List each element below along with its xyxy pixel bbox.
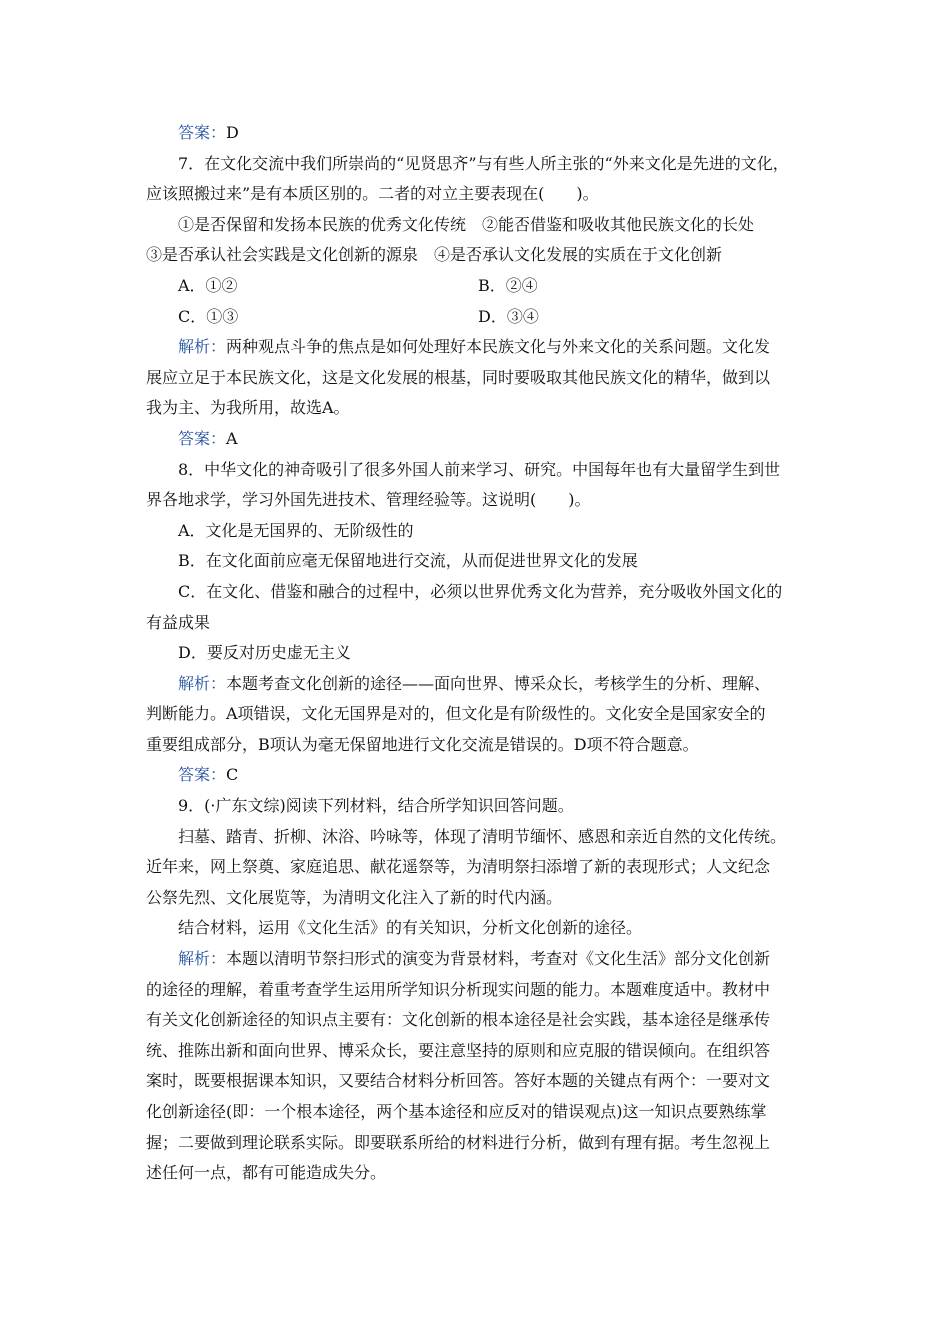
q7-option-d: D．③④ [478, 306, 539, 326]
answer-label: 答案： [178, 428, 227, 448]
q7-analysis-line [146, 332, 814, 363]
q7-options-row [146, 271, 814, 302]
q9-analysis-line: 有关文化创新途径的知识点主要有：文化创新的根本途径是社会实践，基本途径是继承传 [146, 1010, 771, 1030]
document-body [146, 118, 814, 1189]
q7-analysis-line: 我为主、为我所用，故选A。 [146, 398, 350, 418]
q8-analysis-line: 判断能力。A项错误，文化无国界是对的，但文化是有阶级性的。文化安全是国家安全的 [146, 704, 766, 724]
q7-answer [146, 424, 814, 455]
q9-material-line: 公祭先烈、文化展览等，为清明文化注入了新的时代内涵。 [146, 887, 563, 907]
answer-label: 答案： [178, 123, 227, 142]
q7-stem-line: 应该照搬过来”是有本质区别的。二者的对立主要表现在( )。 [146, 184, 599, 204]
answer-value: C [226, 765, 239, 785]
q8-option-c: C．在文化、借鉴和融合的过程中，必须以世界优秀文化为营养，充分吸收外国文化的 [178, 581, 783, 601]
q7-statement-line: ③是否承认社会实践是文化创新的源泉 ④是否承认文化发展的实质在于文化创新 [146, 245, 723, 265]
q8-option-a: A．文化是无国界的、无阶级性的 [178, 520, 414, 540]
q9-analysis-line: 握；二要做到理论联系实际。即要联系所给的材料进行分析，做到有理有据。考生忽视上 [146, 1132, 771, 1152]
answer-value: D [226, 123, 239, 142]
answer-label: 答案： [178, 765, 227, 785]
q7-option-b: B．②④ [478, 275, 538, 295]
q8-answer [146, 760, 814, 791]
q7-stem-line: 7．在文化交流中我们所崇尚的“见贤思齐”与有些人所主张的“外来文化是先进的文化， [178, 153, 789, 173]
q8-option-d: D．要反对历史虚无主义 [178, 643, 351, 663]
q7-analysis-line: 展应立足于本民族文化，这是文化发展的根基，同时要吸取其他民族文化的精华，做到以 [146, 367, 771, 387]
q9-analysis-line: 案时，既要根据课本知识，又要结合材料分析回答。答好本题的关键点有两个：一要对文 [146, 1071, 771, 1091]
q8-analysis-line: 重要组成部分，B项认为毫无保留地进行文化交流是错误的。D项不符合题意。 [146, 734, 699, 754]
answer-value: A [226, 428, 238, 448]
analysis-label: 解析： [178, 949, 227, 969]
analysis-text: 两种观点斗争的焦点是如何处理好本民族文化与外来文化的关系问题。文化发 [226, 337, 771, 357]
q8-analysis-line [146, 669, 814, 700]
q8-option-c-cont: 有益成果 [146, 612, 211, 632]
q9-material-line: 扫墓、踏青、折柳、沐浴、吟咏等，体现了清明节缅怀、感恩和亲近自然的文化传统。 [178, 826, 787, 846]
analysis-text: 本题考查文化创新的途径——面向世界、博采众长，考核学生的分析、理解、 [226, 673, 771, 693]
q8-stem-line: 8．中华文化的神奇吸引了很多外国人前来学习、研究。中国每年也有大量留学生到世 [178, 459, 781, 479]
q9-analysis-line: 的途径的理解，着重考查学生运用所学知识分析现实问题的能力。本题难度适中。教材中 [146, 979, 771, 999]
q9-analysis-line [146, 944, 814, 975]
q9-question: 结合材料，运用《文化生活》的有关知识，分析文化创新的途径。 [178, 918, 643, 938]
q7-option-c: C．①③ [178, 306, 239, 326]
q9-analysis-line: 化创新途径(即：一个根本途径，两个基本途径和应反对的错误观点)这一知识点要熟练掌 [146, 1102, 767, 1121]
q7-options-row [146, 302, 814, 333]
q9-material-line: 近年来，网上祭奠、家庭追思、献花遥祭等，为清明祭扫添增了新的表现形式；人文纪念 [146, 857, 771, 877]
analysis-label: 解析： [178, 673, 227, 693]
q7-option-a: A．①② [178, 275, 238, 295]
q9-stem: 9．(·广东文综)阅读下列材料，结合所学知识回答问题。 [178, 796, 574, 816]
q8-stem-line: 界各地求学，学习外国先进技术、管理经验等。这说明( )。 [146, 490, 591, 510]
q9-analysis-line: 统、推陈出新和面向世界、博采众长，要注意坚持的原则和应克服的错误倾向。在组织答 [146, 1040, 771, 1060]
q9-analysis-line: 述任何一点，都有可能造成失分。 [146, 1163, 387, 1183]
analysis-text: 本题以清明节祭扫形式的演变为背景材料，考查对《文化生活》部分文化创新 [226, 949, 771, 969]
q7-statement-line: ①是否保留和发扬本民族的优秀文化传统 ②能否借鉴和吸收其他民族文化的长处 [178, 214, 755, 234]
analysis-label: 解析： [178, 337, 227, 357]
q6-answer [146, 118, 814, 149]
q8-option-b: B．在文化面前应毫无保留地进行交流，从而促进世界文化的发展 [178, 551, 638, 571]
